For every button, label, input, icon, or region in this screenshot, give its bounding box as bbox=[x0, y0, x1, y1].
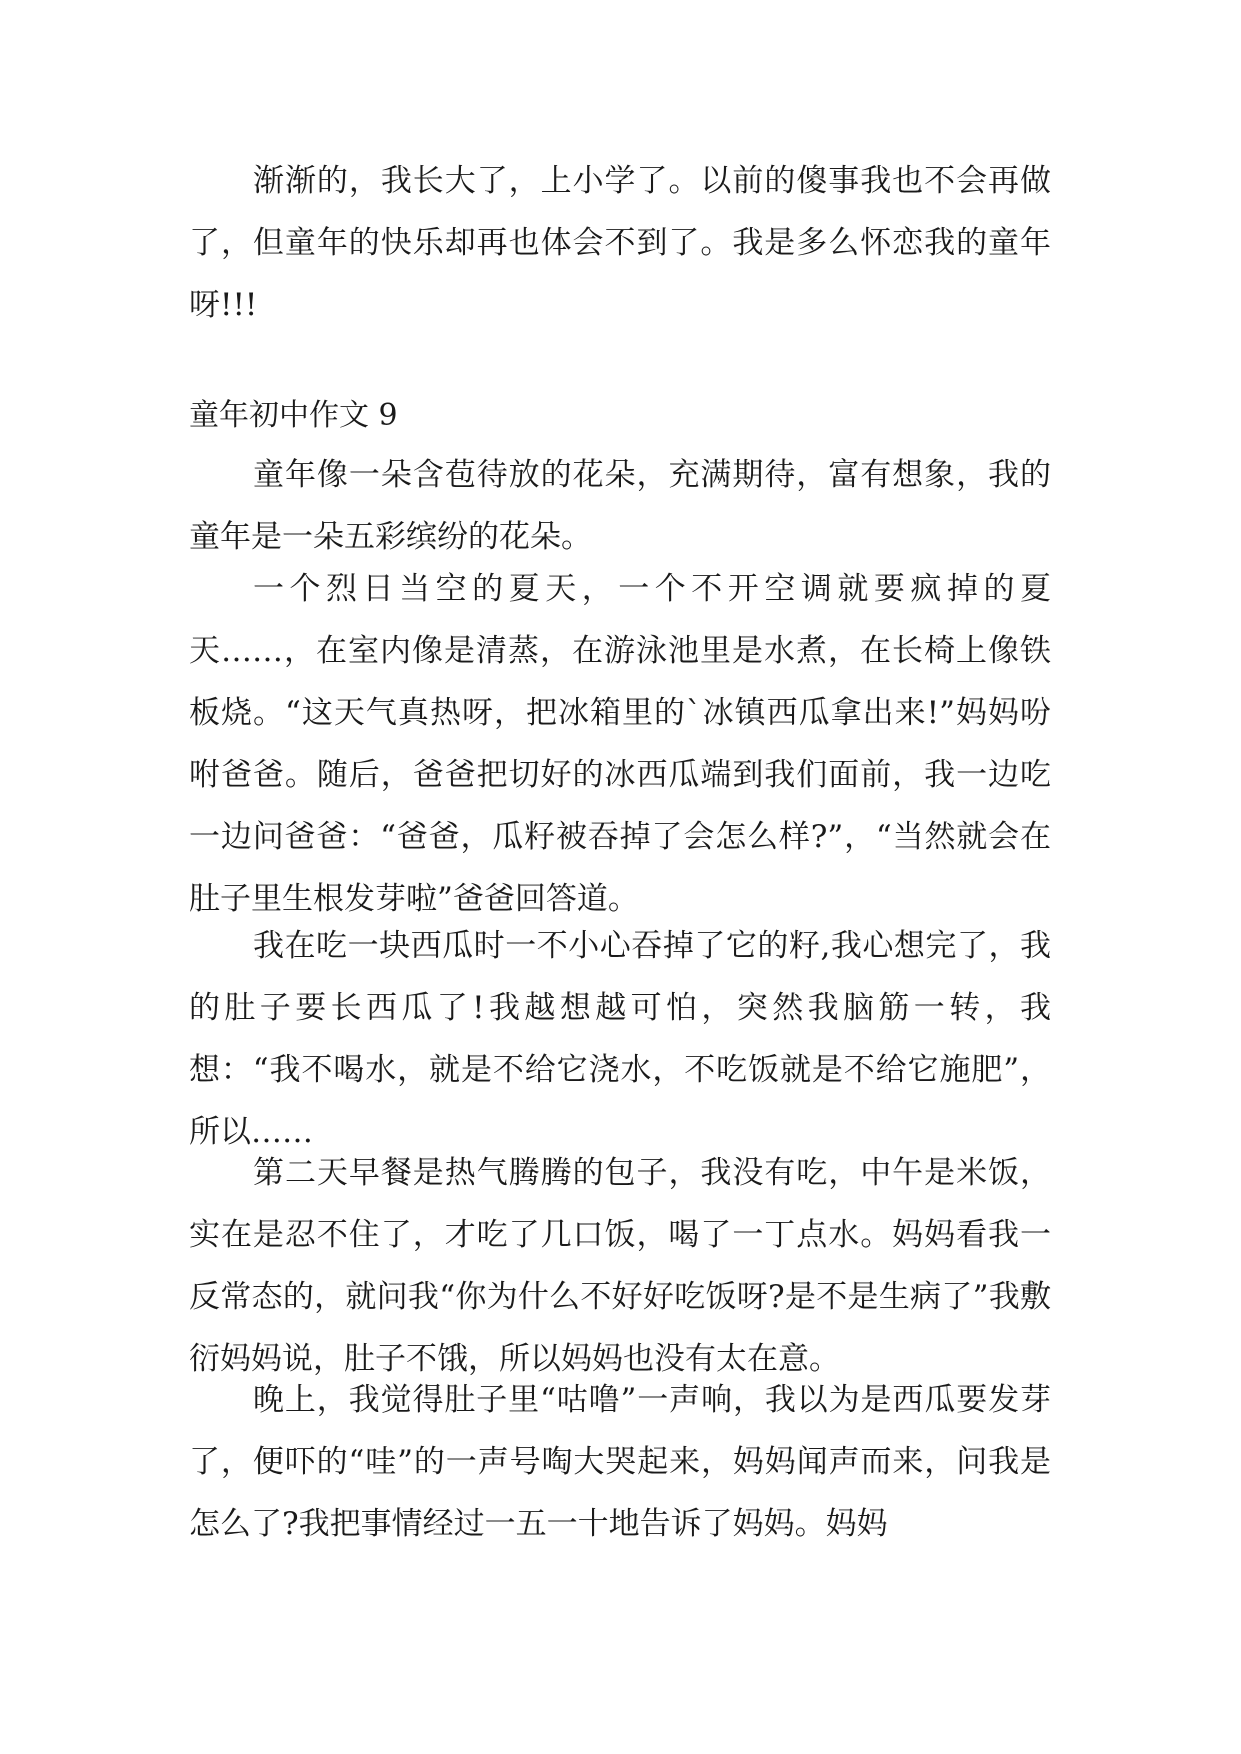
paragraph-childhood-ending: 渐渐的，我长大了，上小学了。以前的傻事我也不会再做了，但童年的快乐却再也体会不到了。我是多么怀恋我的童年呀!!! bbox=[189, 163, 1051, 323]
paragraph-swallowed-seed: 我在吃一块西瓜时一不小心吞掉了它的籽,我心想完了，我的肚子要长西瓜了!我越想越可怕，突然我脑筋一转，我想：“我不喝水，就是不给它浇水，不吃饭就是不给它施肥”，所以…… bbox=[189, 928, 1051, 1150]
paragraph-next-day: 第二天早餐是热气腾腾的包子，我没有吃，中午是米饭，实在是忍不住了，才吃了几口饭，喝了一丁点水。妈妈看我一反常态的，就问我“你为什么不好好吃饭呀?是不是生病了”我敷衍妈妈说，肚子不饿，所以妈妈也没有太在意。 bbox=[189, 1155, 1051, 1377]
paragraph-summer: 一个烈日当空的夏天，一个不开空调就要疯掉的夏天……，在室内像是清蒸，在游泳池里是水煮，在长椅上像铁板烧。“这天气真热呀，把冰箱里的`冰镇西瓜拿出来!”妈妈吩咐爸爸。随后，爸爸把切好的冰西瓜端到我们面前，我一边吃一边问爸爸：“爸爸，瓜籽被吞掉了会怎么样?”，“当然就会在肚子里生根发芽啦”爸爸回答道。 bbox=[189, 571, 1051, 917]
paragraph-evening: 晚上，我觉得肚子里“咕噜”一声响，我以为是西瓜要发芽了，便吓的“哇”的一声号啕大哭起来，妈妈闻声而来，问我是怎么了?我把事情经过一五一十地告诉了妈妈。妈妈 bbox=[189, 1382, 1051, 1542]
paragraph-intro: 童年像一朵含苞待放的花朵，充满期待，富有想象，我的童年是一朵五彩缤纷的花朵。 bbox=[189, 457, 1051, 555]
essay-title: 童年初中作文 9 bbox=[189, 398, 398, 433]
